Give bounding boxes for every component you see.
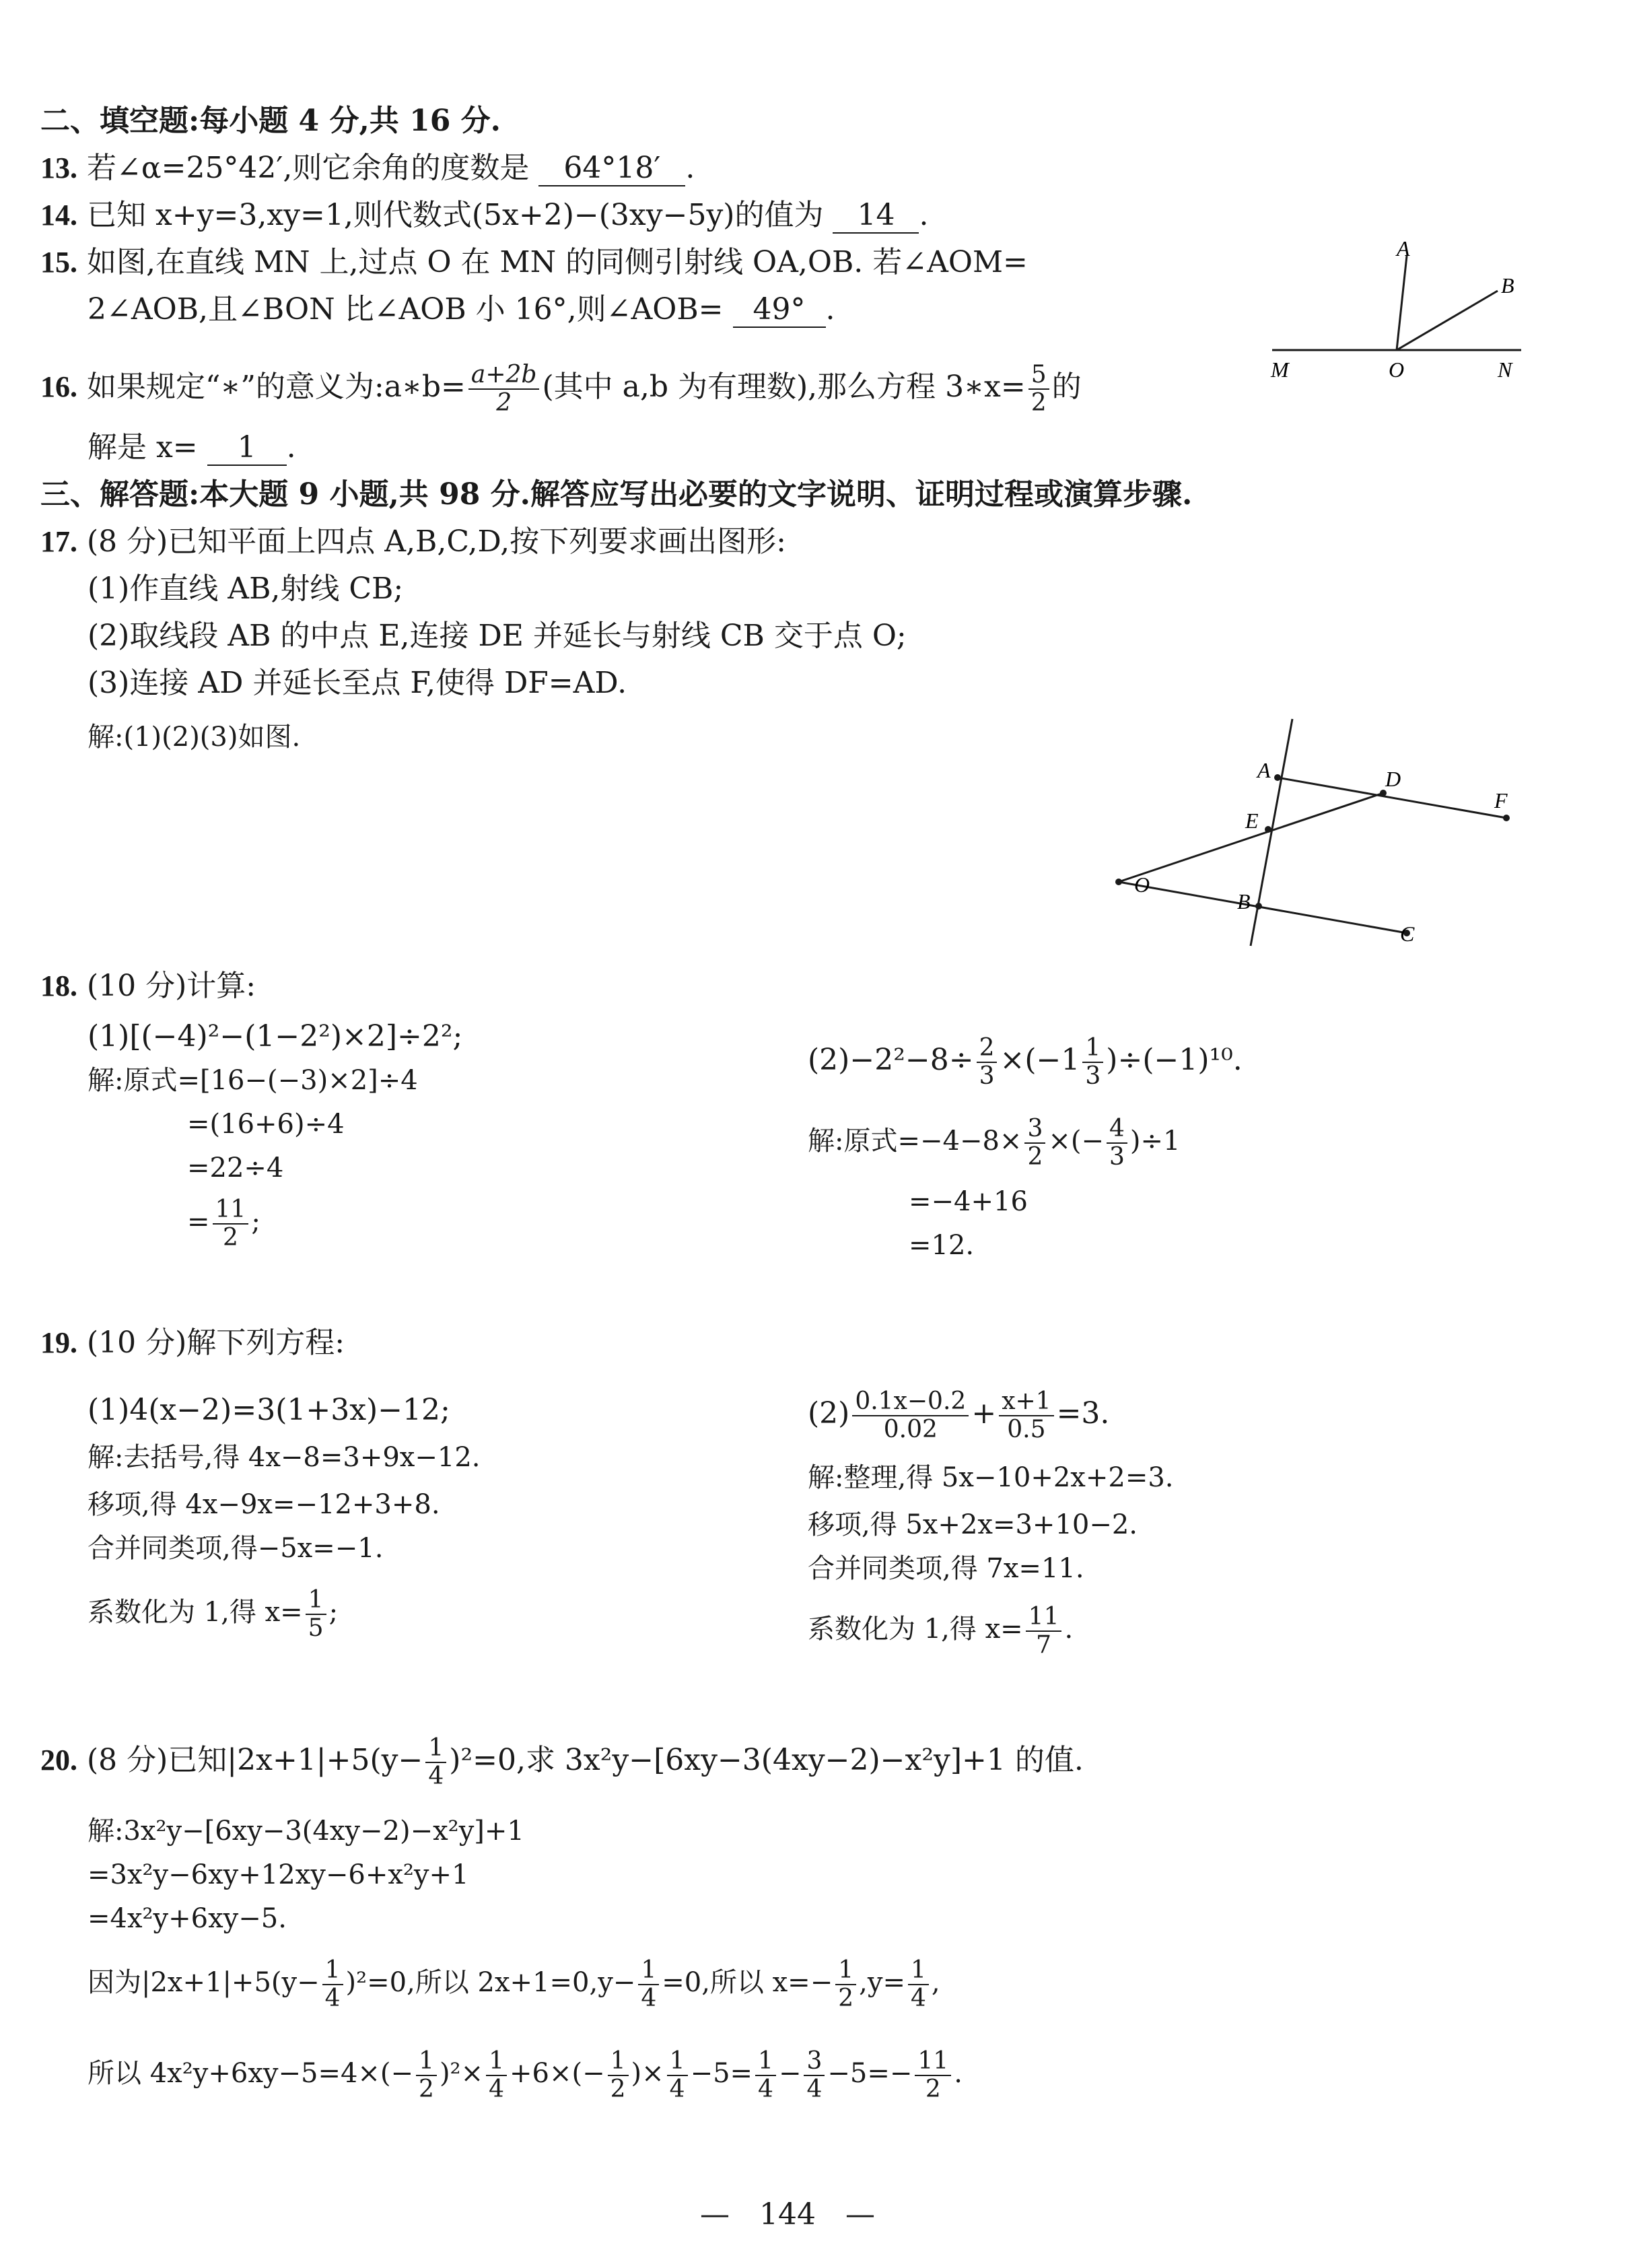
label-a: A	[1257, 758, 1271, 782]
q18-s1-frac-bottom: 2	[222, 1224, 238, 1251]
q18-p2-frac1-top: 2	[977, 1035, 998, 1063]
question-16-line2	[88, 427, 296, 468]
q18-s2-frac2-top: 4	[1107, 1115, 1127, 1144]
label-d: D	[1385, 767, 1401, 791]
q15-line1: 如图,在直线 MN 上,过点 O 在 MN 的同侧引射线 OA,OB. 若∠AOM=	[87, 245, 1028, 279]
q18-p2-frac1-bottom: 3	[979, 1062, 995, 1090]
q15-end: .	[825, 292, 835, 327]
q16-answer: 1	[207, 431, 287, 466]
q19-s2-pre: 系数化为 1,得 x=	[808, 1614, 1023, 1645]
label-a: A	[1397, 236, 1410, 261]
q18-s1-line2: =(16+6)÷4	[187, 1109, 345, 1140]
q20-s5-frac5-top: 1	[755, 2048, 776, 2076]
figure-points-abcdef	[1104, 707, 1521, 956]
label-e: E	[1245, 809, 1259, 833]
q19-s1-fraction	[306, 1587, 326, 1642]
q18-s2-frac2-bottom: 3	[1109, 1143, 1125, 1171]
q19-s2-frac-top: 11	[1026, 1604, 1062, 1632]
q20-s5-frac2-top: 1	[486, 2048, 507, 2076]
q19-s2-fraction	[1026, 1604, 1062, 1659]
q20-s5-frac5-bottom: 4	[758, 2075, 773, 2103]
q18-p2-pre: (2)−2²−8÷	[808, 1043, 974, 1077]
q16-line2: 解是 x=	[88, 430, 198, 465]
q20-s4-frac4	[908, 1957, 929, 2012]
q20-s5-e: −5=	[690, 2058, 753, 2089]
q20-s5-b: )²×	[439, 2058, 484, 2089]
q16-frac2-bottom: 2	[1031, 388, 1047, 417]
q14-text: 已知 x+y=3,xy=1,则代数式(5x+2)−(3xy−5y)的值为	[87, 198, 824, 232]
q18-s2-frac2	[1107, 1115, 1127, 1171]
ray-cb	[1119, 882, 1407, 933]
question-14	[40, 195, 928, 236]
q17-part3: (3)连接 AD 并延长至点 F,使得 DF=AD.	[88, 666, 627, 700]
q18-s2-pre: 解:原式=−4−8×	[808, 1126, 1022, 1157]
q18-s1-end: ;	[251, 1206, 260, 1237]
q20-number: 20.	[40, 1744, 77, 1777]
q20-s5-frac4	[667, 2048, 688, 2103]
q20-s5-frac3-bottom: 2	[610, 2075, 626, 2103]
q18-s1-line3: =22÷4	[187, 1153, 284, 1183]
point-b	[1255, 903, 1262, 909]
q19-p2-frac1-top: 0.1x−0.2	[852, 1388, 969, 1416]
q13-text: 若∠α=25°42′,则它余角的度数是	[87, 151, 530, 185]
q13-answer: 64°18′	[538, 151, 685, 186]
q19-s1-line4	[88, 1582, 338, 1643]
q20-s5-g: −5=−	[827, 2058, 913, 2089]
point-e	[1265, 826, 1271, 833]
q20-s5-h: .	[954, 2058, 963, 2089]
q20-s4-frac1	[322, 1957, 343, 2012]
q20-s5-frac1-top: 1	[416, 2048, 437, 2076]
q18-part2	[808, 1027, 1243, 1094]
q18-s2-frac1	[1024, 1115, 1045, 1171]
q19-p2-post: =3.	[1056, 1396, 1110, 1431]
q20-s4-frac2-top: 1	[638, 1957, 659, 1985]
q20-s5-frac2-bottom: 4	[489, 2075, 505, 2103]
q19-s2-line3: 合并同类项,得 7x=11.	[808, 1553, 1084, 1584]
q18-s2-line2: =−4+16	[909, 1186, 1028, 1217]
q19-part1: (1)4(x−2)=3(1+3x)−12;	[88, 1393, 450, 1427]
q20-s5-frac7-top: 11	[915, 2048, 951, 2076]
q16-pre: 如果规定“∗”的意义为:a∗b=	[87, 370, 466, 404]
q19-s2-line2: 移项,得 5x+2x=3+10−2.	[808, 1509, 1138, 1540]
footer-dash-right: —	[845, 2197, 875, 2232]
q15-answer: 49°	[733, 293, 826, 328]
q19-s1-line2: 移项,得 4x−9x=−12+3+8.	[88, 1489, 440, 1520]
point-a	[1274, 774, 1281, 781]
page-number: 144	[759, 2197, 816, 2232]
q20-s-line1: 解:3x²y−[6xy−3(4xy−2)−x²y]+1	[88, 1816, 524, 1847]
q20-s5-frac3-top: 1	[608, 2048, 629, 2076]
q16-number: 16.	[40, 370, 77, 403]
q19-p2-frac1	[852, 1388, 969, 1443]
q20-s4-frac3	[835, 1957, 856, 2012]
q20-s5-frac1	[416, 2048, 437, 2103]
q18-s2-mid: ×(−	[1048, 1126, 1104, 1157]
ray-ob	[1397, 291, 1498, 350]
q20-stem-frac-bottom: 4	[428, 1762, 444, 1790]
q19-s1-frac-top: 1	[306, 1587, 326, 1615]
q18-s2-frac1-bottom: 2	[1027, 1143, 1043, 1171]
q20-s5-a: 所以 4x²y+6xy−5=4×(−	[88, 2058, 414, 2089]
q15-line2: 2∠AOB,且∠BON 比∠AOB 小 16°,则∠AOB=	[88, 292, 724, 327]
q20-s-line4	[88, 1949, 940, 2016]
q20-stem-pre: (8 分)已知|2x+1|+5(y−	[87, 1743, 423, 1777]
q18-p2-post: )÷(−1)¹⁰.	[1106, 1043, 1243, 1077]
section2-title: 二、填空题:每小题 4 分,共 16 分.	[40, 104, 501, 138]
q17-solution: 解:(1)(2)(3)如图.	[88, 722, 301, 753]
label-c: C	[1400, 922, 1415, 946]
q18-p2-frac2-top: 1	[1082, 1035, 1103, 1063]
q20-s4-e: ,	[931, 1967, 940, 1998]
q19-s2-end: .	[1064, 1614, 1074, 1645]
q18-p2-mid: ×(−1	[1000, 1043, 1080, 1077]
q16-mid: (其中 a,b 为有理数),那么方程 3∗x=	[542, 370, 1026, 404]
q19-p2-frac2-top: x+1	[999, 1388, 1053, 1416]
segment-od	[1119, 793, 1383, 882]
q16-frac-top: a+2b	[468, 362, 540, 390]
q17-number: 17.	[40, 525, 77, 558]
q20-s4-frac2-bottom: 4	[641, 1985, 657, 2012]
q19-part2	[808, 1380, 1109, 1447]
q20-s5-frac5	[755, 2048, 776, 2103]
label-f: F	[1494, 788, 1508, 813]
q16-fraction-2	[1028, 362, 1049, 417]
q20-s5-frac6-bottom: 4	[806, 2075, 823, 2103]
q15-number: 15.	[40, 246, 77, 279]
q20-s4-frac2	[638, 1957, 659, 2012]
question-16-line1	[40, 357, 1082, 417]
point-f	[1503, 815, 1510, 821]
q20-s5-frac7	[915, 2048, 951, 2103]
q18-s1-fraction	[213, 1196, 249, 1251]
q20-s4-d: ,y=	[859, 1967, 905, 1998]
q20-s-line5	[88, 2040, 963, 2107]
q19-s1-end: ;	[328, 1597, 339, 1628]
q20-s-line2: =3x²y−6xy+12xy−6+x²y+1	[88, 1859, 469, 1890]
q13-end: .	[685, 151, 695, 185]
section3-title: 三、解答题:本大题 9 小题,共 98 分.解答应写出必要的文字说明、证明过程或演算步骤.	[40, 477, 1193, 512]
q16-frac2-top: 5	[1028, 362, 1049, 390]
q20-s4-frac3-top: 1	[835, 1957, 856, 1985]
q20-s4-frac1-bottom: 4	[324, 1985, 341, 2012]
q16-fraction	[468, 362, 540, 417]
figure-angle-mn	[1265, 236, 1535, 390]
q20-s4-frac1-top: 1	[322, 1957, 343, 1985]
q18-s1-line1: 解:原式=[16−(−3)×2]÷4	[88, 1065, 418, 1096]
q14-number: 14.	[40, 199, 77, 232]
q19-p2-mid: +	[971, 1396, 997, 1431]
question-13	[40, 148, 695, 188]
q19-s1-pre: 系数化为 1,得 x=	[88, 1597, 303, 1628]
question-19-stem	[40, 1323, 345, 1363]
q19-s2-line1: 解:整理,得 5x−10+2x+2=3.	[808, 1462, 1174, 1493]
q16-post: 的	[1051, 370, 1082, 404]
question-18-stem	[40, 966, 256, 1006]
q18-p2-frac1	[977, 1035, 998, 1090]
q20-s5-frac3	[608, 2048, 629, 2103]
q20-s5-frac6-top: 3	[804, 2048, 825, 2076]
q20-s4-frac4-top: 1	[908, 1957, 929, 1985]
q18-stem: (10 分)计算:	[87, 969, 256, 1003]
q18-number: 18.	[40, 969, 77, 1002]
q20-s5-frac4-top: 1	[667, 2048, 688, 2076]
q19-s2-frac-bottom: 7	[1036, 1631, 1052, 1659]
q20-s5-frac4-bottom: 4	[669, 2075, 685, 2103]
q18-s2-line3: =12.	[909, 1230, 975, 1261]
question-15-line1	[40, 242, 1028, 283]
question-17-stem	[40, 522, 786, 562]
q20-stem-frac-top: 1	[425, 1735, 446, 1763]
q19-stem: (10 分)解下列方程:	[87, 1326, 345, 1360]
q18-p2-frac2-bottom: 3	[1085, 1062, 1101, 1090]
q20-s4-frac4-bottom: 4	[910, 1985, 926, 2012]
q20-s5-frac7-bottom: 2	[925, 2075, 941, 2103]
q18-part1: (1)[(−4)²−(1−2²)×2]÷2²;	[88, 1019, 463, 1054]
q20-s4-b: )²=0,所以 2x+1=0,y−	[345, 1967, 636, 1998]
label-b: B	[1501, 273, 1514, 298]
q18-s1-eq: =	[187, 1206, 210, 1237]
question-20-stem	[40, 1727, 1084, 1794]
q19-p2-frac2	[999, 1388, 1053, 1443]
q17-part2: (2)取线段 AB 的中点 E,连接 DE 并延长与射线 CB 交于点 O;	[88, 619, 907, 653]
q19-s1-line3: 合并同类项,得−5x=−1.	[88, 1533, 384, 1564]
q20-s4-a: 因为|2x+1|+5(y−	[88, 1967, 320, 1998]
q19-s2-line4	[808, 1599, 1073, 1659]
q20-s5-frac2	[486, 2048, 507, 2103]
q13-number: 13.	[40, 151, 77, 184]
q19-p2-pre: (2)	[808, 1396, 850, 1431]
ray-oa	[1397, 256, 1407, 350]
q18-s1-line4	[187, 1192, 260, 1252]
q20-s-line3: =4x²y+6xy−5.	[88, 1903, 287, 1934]
q19-p2-frac2-bottom: 0.5	[1007, 1415, 1046, 1443]
q19-p2-frac1-bottom: 0.02	[883, 1415, 938, 1443]
q18-s2-frac1-top: 3	[1024, 1115, 1045, 1144]
q19-s1-frac-bottom: 5	[308, 1614, 324, 1642]
q20-s5-d: )×	[631, 2058, 664, 2089]
q20-stem-fraction	[425, 1735, 446, 1790]
footer-dash-left: —	[700, 2197, 730, 2232]
label-m: M	[1271, 357, 1289, 382]
q18-s1-frac-top: 11	[213, 1196, 249, 1225]
q14-end: .	[919, 198, 929, 232]
q20-s5-c: +6×(−	[510, 2058, 605, 2089]
label-o: O	[1389, 357, 1405, 382]
q19-number: 19.	[40, 1326, 77, 1359]
page-footer	[700, 2195, 875, 2235]
q18-s2-line1	[808, 1107, 1180, 1175]
q16-frac-bottom: 2	[496, 388, 512, 417]
q14-answer: 14	[833, 199, 919, 234]
q18-p2-frac2	[1082, 1035, 1103, 1090]
q20-s4-c: =0,所以 x=−	[662, 1967, 833, 1998]
q17-part1: (1)作直线 AB,射线 CB;	[88, 572, 404, 606]
label-b: B	[1237, 889, 1251, 914]
q17-stem: (8 分)已知平面上四点 A,B,C,D,按下列要求画出图形:	[87, 524, 786, 559]
q20-s5-f: −	[778, 2058, 802, 2089]
q19-s1-line1: 解:去括号,得 4x−8=3+9x−12.	[88, 1442, 481, 1473]
point-o	[1115, 879, 1122, 885]
question-15-line2	[88, 289, 835, 330]
label-n: N	[1498, 357, 1512, 382]
q20-stem-post: )²=0,求 3x²y−[6xy−3(4xy−2)−x²y]+1 的值.	[449, 1743, 1084, 1777]
q20-s5-frac1-bottom: 2	[419, 2075, 434, 2103]
q18-s2-post: )÷1	[1129, 1126, 1181, 1157]
q20-s5-frac6	[804, 2048, 825, 2103]
q20-s4-frac3-bottom: 2	[838, 1985, 854, 2012]
label-o: O	[1134, 872, 1150, 897]
q16-end: .	[286, 430, 296, 465]
